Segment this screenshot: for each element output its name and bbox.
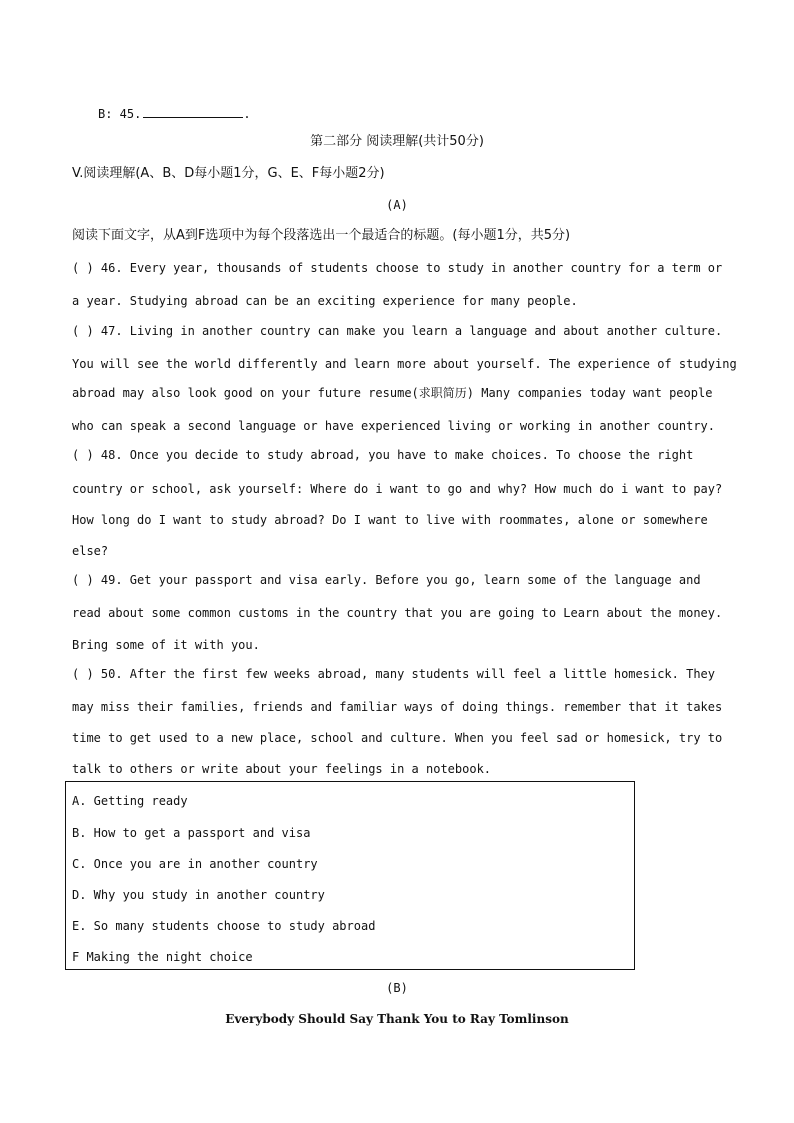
option-a: A. Getting ready — [72, 794, 188, 808]
paragraph-line: country or school, ask yourself: Where do i want to go and why? How much do i want to pay? — [72, 482, 723, 496]
paragraph-line: may miss their families, friends and familiar ways of doing things. remember that it takes — [72, 700, 723, 714]
paragraph-line: else? — [72, 544, 109, 558]
options-box — [65, 781, 635, 970]
paragraph-line: ( ) 49. Get your passport and visa early. Before you go, learn some of the language and — [72, 573, 701, 587]
option-f: F Making the night choice — [72, 950, 253, 964]
paragraph-line: ( ) 46. Every year, thousands of students choose to study in another country for a term or — [72, 261, 723, 275]
paragraph-line: abroad may also look good on your future resume(求职简历) Many companies today want people — [72, 386, 713, 400]
section-a-label: (A) — [386, 198, 408, 212]
option-e: E. So many students choose to study abroad — [72, 919, 376, 933]
option-b: B. How to get a passport and visa — [72, 826, 311, 840]
paragraph-line: read about some common customs in the country that you are going to Learn about the money. — [72, 606, 723, 620]
paragraph-line: a year. Studying abroad can be an exciting experience for many people. — [72, 294, 578, 308]
part-2-title: 第二部分 阅读理解(共计50分) — [310, 134, 484, 149]
question-45-suffix: . — [243, 107, 251, 121]
option-d: D. Why you study in another country — [72, 888, 325, 902]
question-45 — [98, 105, 251, 122]
option-c: C. Once you are in another country — [72, 857, 318, 871]
paragraph-line: talk to others or write about your feelings in a notebook. — [72, 762, 492, 776]
answer-blank-45[interactable] — [143, 105, 243, 118]
section-5-heading: V.阅读理解(A、B、D每小题1分，G、E、F每小题2分) — [72, 166, 385, 181]
paragraph-line: ( ) 50. After the first few weeks abroad, many students will feel a little homesick. They — [72, 667, 715, 681]
paragraph-line: time to get used to a new place, school and culture. When you feel sad or homesick, try to — [72, 731, 723, 745]
paragraph-line: ( ) 47. Living in another country can make you learn a language and about another culture. — [72, 324, 723, 338]
paragraph-line: Bring some of it with you. — [72, 638, 260, 652]
paragraph-line: ( ) 48. Once you decide to study abroad, you have to make choices. To choose the right — [72, 448, 694, 462]
section-a-instructions: 阅读下面文字，从A到F选项中为每个段落选出一个最适合的标题。(每小题1分，共5分) — [72, 228, 571, 243]
section-b-label: (B) — [386, 981, 408, 995]
paragraph-line: How long do I want to study abroad? Do I want to live with roommates, alone or somewhere — [72, 513, 708, 527]
section-b-title: Everybody Should Say Thank You to Ray Tomlinson — [225, 1012, 569, 1026]
paragraph-line: who can speak a second language or have experienced living or working in another country. — [72, 419, 715, 433]
question-45-prefix: B: 45. — [98, 107, 142, 121]
paragraph-line: You will see the world differently and learn more about yourself. The experience of studying — [72, 357, 737, 371]
